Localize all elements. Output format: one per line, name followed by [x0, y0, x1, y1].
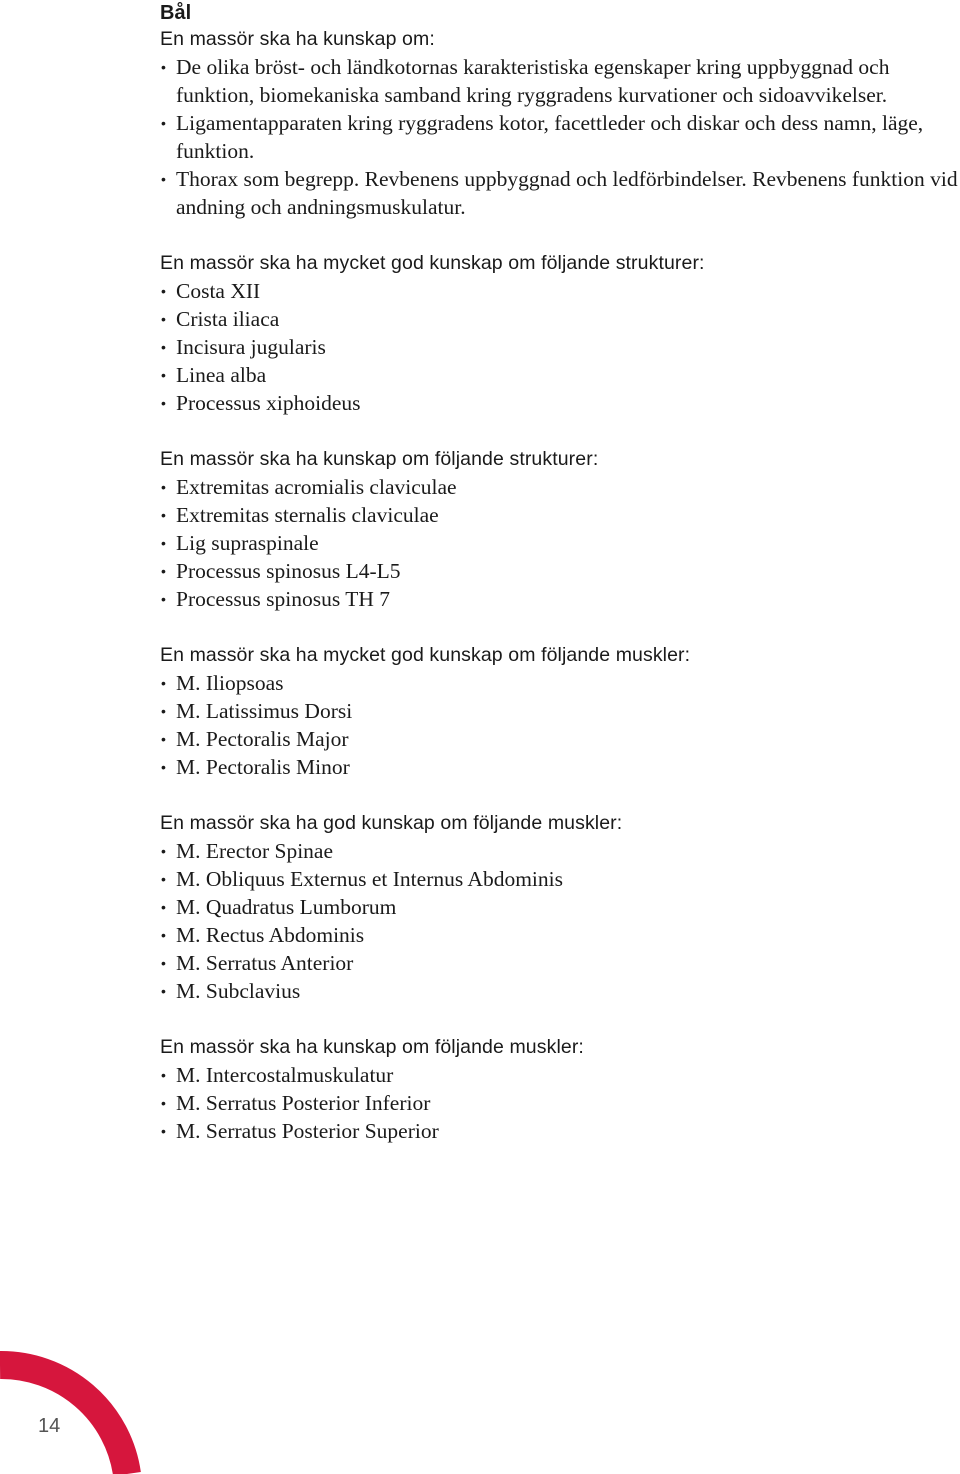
- list-item: [160, 333, 960, 361]
- list-item-text: M. Serratus Anterior: [176, 951, 354, 975]
- list-item-text: M. Serratus Posterior Inferior: [176, 1091, 431, 1115]
- bullet-icon: •: [161, 899, 166, 915]
- sections-container: [160, 25, 960, 1145]
- list-item: [160, 837, 960, 865]
- list-item-text: M. Erector Spinae: [176, 839, 334, 863]
- bullet-icon: •: [161, 395, 166, 411]
- bullet-icon: •: [161, 983, 166, 999]
- bullet-icon: •: [161, 367, 166, 383]
- list-item: [160, 585, 960, 613]
- bullet-icon: •: [161, 339, 166, 355]
- list-item: [160, 1061, 960, 1089]
- bullet-icon: •: [161, 1123, 166, 1139]
- bullet-list: [160, 277, 960, 417]
- list-item-text: Thorax som begrepp. Revbenens uppbyggnad och ledförbindelser. Revbenens funktion vid andning och andningsmuskulatur.: [176, 167, 958, 219]
- list-item-text: M. Pectoralis Minor: [176, 755, 350, 779]
- section-intro: En massör ska ha mycket god kunskap om följande muskler:: [160, 644, 691, 666]
- list-item: [160, 865, 960, 893]
- list-item-text: Incisura jugularis: [176, 335, 326, 359]
- page-heading: Bål: [160, 2, 192, 24]
- section-intro: En massör ska ha kunskap om följande strukturer:: [160, 448, 599, 470]
- list-item: [160, 1117, 960, 1145]
- list-item-text: M. Rectus Abdominis: [176, 923, 365, 947]
- section: [160, 25, 960, 221]
- list-item: [160, 109, 960, 165]
- list-item: [160, 473, 960, 501]
- bullet-icon: •: [161, 535, 166, 551]
- list-item-text: M. Quadratus Lumborum: [176, 895, 397, 919]
- list-item: [160, 389, 960, 417]
- list-item: [160, 921, 960, 949]
- list-item: [160, 361, 960, 389]
- list-item-text: M. Iliopsoas: [176, 671, 284, 695]
- bullet-icon: •: [161, 703, 166, 719]
- section: [160, 1033, 960, 1145]
- section: [160, 641, 960, 781]
- list-item-text: Processus spinosus TH 7: [176, 587, 391, 611]
- bullet-icon: •: [161, 59, 166, 75]
- list-item-text: Costa XII: [176, 279, 261, 303]
- list-item: [160, 725, 960, 753]
- page-content: [160, 0, 960, 1145]
- section-intro: En massör ska ha kunskap om följande muskler:: [160, 1036, 584, 1058]
- bullet-icon: •: [161, 675, 166, 691]
- bullet-list: [160, 53, 960, 221]
- bullet-icon: •: [161, 591, 166, 607]
- list-item: [160, 669, 960, 697]
- list-item: [160, 977, 960, 1005]
- list-item: [160, 753, 960, 781]
- bullet-icon: •: [161, 759, 166, 775]
- corner-arc-decoration: [0, 1340, 150, 1474]
- list-item-text: M. Latissimus Dorsi: [176, 699, 353, 723]
- list-item-text: Lig supraspinale: [176, 531, 319, 555]
- list-item-text: Processus xiphoideus: [176, 391, 361, 415]
- list-item: [160, 305, 960, 333]
- list-item: [160, 53, 960, 109]
- bullet-icon: •: [161, 171, 166, 187]
- bullet-icon: •: [161, 283, 166, 299]
- section-intro: En massör ska ha mycket god kunskap om följande strukturer:: [160, 252, 705, 274]
- section: [160, 445, 960, 613]
- list-item-text: De olika bröst- och ländkotornas karakteristiska egenskaper kring uppbyggnad och funktion, biomekaniska samband kring ryggradens kurvationer och sidoavvikelser.: [176, 55, 890, 107]
- bullet-icon: •: [161, 1067, 166, 1083]
- section: [160, 249, 960, 417]
- list-item: [160, 949, 960, 977]
- list-item: [160, 557, 960, 585]
- list-item: [160, 277, 960, 305]
- list-item: [160, 501, 960, 529]
- bullet-list: [160, 1061, 960, 1145]
- bullet-icon: •: [161, 563, 166, 579]
- list-item: [160, 893, 960, 921]
- section: [160, 809, 960, 1005]
- list-item-text: Processus spinosus L4-L5: [176, 559, 401, 583]
- list-item: [160, 529, 960, 557]
- list-item: [160, 165, 960, 221]
- list-item-text: Crista iliaca: [176, 307, 280, 331]
- bullet-list: [160, 669, 960, 781]
- list-item-text: Extremitas acromialis claviculae: [176, 475, 457, 499]
- list-item-text: M. Serratus Posterior Superior: [176, 1119, 439, 1143]
- list-item: [160, 697, 960, 725]
- bullet-icon: •: [161, 479, 166, 495]
- bullet-icon: •: [161, 843, 166, 859]
- bullet-list: [160, 837, 960, 1005]
- bullet-icon: •: [161, 955, 166, 971]
- bullet-icon: •: [161, 927, 166, 943]
- bullet-icon: •: [161, 871, 166, 887]
- bullet-icon: •: [161, 311, 166, 327]
- page-number: 14: [38, 1415, 61, 1437]
- list-item-text: M. Obliquus Externus et Internus Abdominis: [176, 867, 563, 891]
- section-intro: En massör ska ha kunskap om:: [160, 28, 435, 50]
- bullet-icon: •: [161, 507, 166, 523]
- list-item-text: Linea alba: [176, 363, 267, 387]
- bullet-icon: •: [161, 1095, 166, 1111]
- bullet-icon: •: [161, 115, 166, 131]
- section-intro: En massör ska ha god kunskap om följande muskler:: [160, 812, 623, 834]
- list-item: [160, 1089, 960, 1117]
- bullet-list: [160, 473, 960, 613]
- list-item-text: M. Pectoralis Major: [176, 727, 349, 751]
- list-item-text: M. Subclavius: [176, 979, 301, 1003]
- bullet-icon: •: [161, 731, 166, 747]
- list-item-text: M. Intercostalmuskulatur: [176, 1063, 394, 1087]
- list-item-text: Ligamentapparaten kring ryggradens kotor, facettleder och diskar och dess namn, läge, funktion.: [176, 111, 924, 163]
- list-item-text: Extremitas sternalis claviculae: [176, 503, 439, 527]
